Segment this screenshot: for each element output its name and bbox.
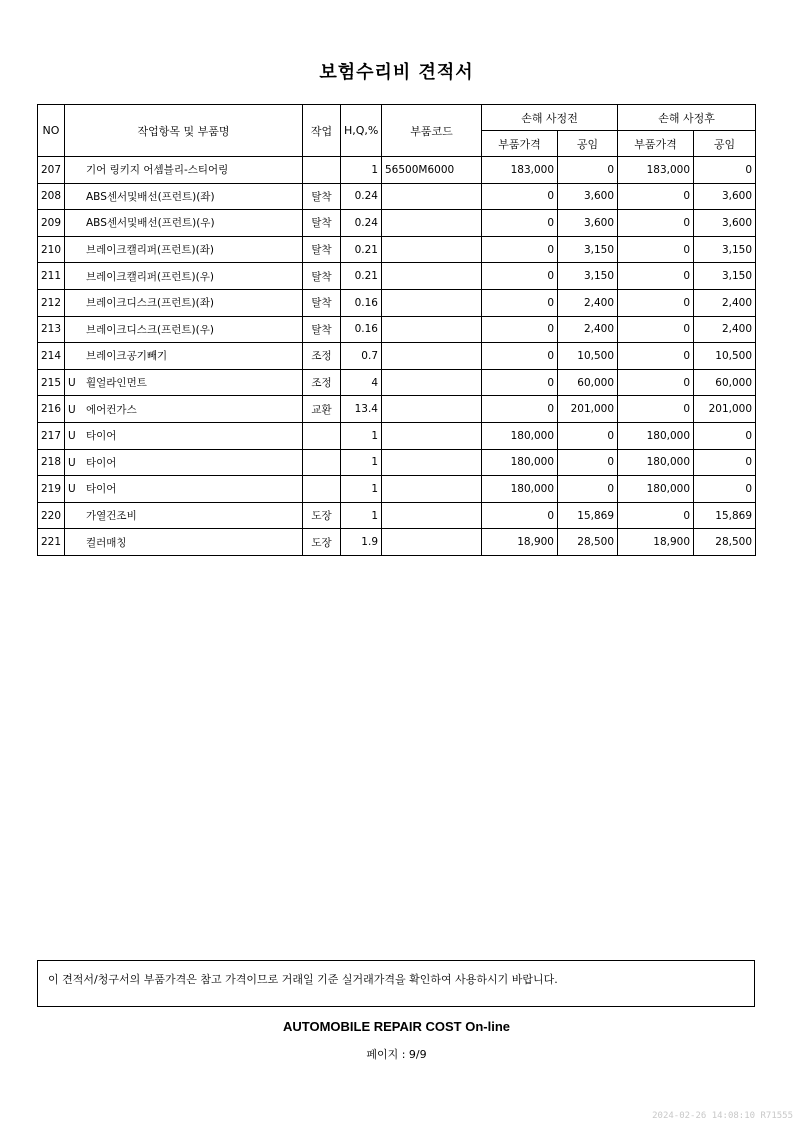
cell-after-part-price: 0: [618, 316, 694, 343]
cell-before-labor: 3,600: [558, 210, 618, 237]
header-before-assessment: 손해 사정전: [482, 105, 618, 131]
cell-work-type: [303, 157, 341, 184]
cell-no: 210: [38, 236, 65, 263]
cell-no: 209: [38, 210, 65, 237]
cell-work-type: 조정: [303, 343, 341, 370]
cell-before-part-price: 18,900: [482, 529, 558, 556]
cell-after-labor: 0: [694, 476, 756, 503]
cell-hq: 4: [341, 369, 382, 396]
cell-item-name: [65, 157, 303, 184]
cell-part-code: [382, 476, 482, 503]
cell-before-labor: 0: [558, 476, 618, 503]
cell-item-name: [65, 422, 303, 449]
cell-before-labor: 0: [558, 422, 618, 449]
cell-after-part-price: 180,000: [618, 476, 694, 503]
cell-item-label: 컬러매칭: [86, 536, 127, 549]
cell-before-part-price: 0: [482, 396, 558, 423]
cell-no: 213: [38, 316, 65, 343]
cell-after-labor: 0: [694, 422, 756, 449]
cell-after-labor: 3,150: [694, 236, 756, 263]
cell-before-part-price: 0: [482, 369, 558, 396]
cell-hq: 0.24: [341, 183, 382, 210]
cell-part-code: [382, 396, 482, 423]
table-row: [38, 476, 756, 503]
table-row: [38, 449, 756, 476]
cell-item-name: [65, 263, 303, 290]
cell-before-part-price: 180,000: [482, 422, 558, 449]
cell-part-code: [382, 369, 482, 396]
cell-part-code: 56500M6000: [382, 157, 482, 184]
cell-before-labor: 60,000: [558, 369, 618, 396]
cell-mark: U: [68, 377, 76, 390]
cell-item-label: ABS센서및배선(프런트)(우): [86, 217, 215, 230]
cell-before-part-price: 0: [482, 236, 558, 263]
cell-before-part-price: 0: [482, 183, 558, 210]
cell-mark: U: [68, 483, 76, 496]
cell-hq: 0.7: [341, 343, 382, 370]
table-row: [38, 210, 756, 237]
cell-hq: 1: [341, 449, 382, 476]
cell-before-part-price: 0: [482, 316, 558, 343]
cell-work-type: 탈착: [303, 289, 341, 316]
cell-no: 218: [38, 449, 65, 476]
cell-before-part-price: 183,000: [482, 157, 558, 184]
cell-work-type: 도장: [303, 529, 341, 556]
cell-no: 216: [38, 396, 65, 423]
cell-item-name: [65, 502, 303, 529]
cell-work-type: [303, 476, 341, 503]
cell-hq: 13.4: [341, 396, 382, 423]
cell-after-part-price: 0: [618, 369, 694, 396]
cell-after-part-price: 183,000: [618, 157, 694, 184]
cell-part-code: [382, 210, 482, 237]
cell-before-labor: 3,150: [558, 236, 618, 263]
table-row: [38, 396, 756, 423]
cell-after-labor: 15,869: [694, 502, 756, 529]
header-after-assessment: 손해 사정후: [618, 105, 756, 131]
cell-no: 217: [38, 422, 65, 449]
cell-item-name: [65, 396, 303, 423]
cell-item-label: 브레이크캘리퍼(프런트)(우): [86, 270, 214, 283]
cell-before-labor: 15,869: [558, 502, 618, 529]
cell-hq: 1.9: [341, 529, 382, 556]
cell-item-name: [65, 476, 303, 503]
cell-hq: 1: [341, 476, 382, 503]
cell-part-code: [382, 316, 482, 343]
cell-after-part-price: 0: [618, 236, 694, 263]
table-row: [38, 157, 756, 184]
cell-hq: 1: [341, 502, 382, 529]
cell-before-labor: 10,500: [558, 343, 618, 370]
cell-after-part-price: 180,000: [618, 422, 694, 449]
cell-before-labor: 0: [558, 157, 618, 184]
cell-after-part-price: 0: [618, 183, 694, 210]
cell-part-code: [382, 422, 482, 449]
cell-item-label: 타이어: [86, 456, 117, 469]
cell-after-part-price: 18,900: [618, 529, 694, 556]
header-hq: H,Q,%: [341, 105, 382, 157]
cell-hq: 0.21: [341, 263, 382, 290]
cell-hq: 0.24: [341, 210, 382, 237]
price-notice-box: [37, 960, 755, 1007]
cell-after-labor: 2,400: [694, 289, 756, 316]
cell-item-name: [65, 289, 303, 316]
cell-after-labor: 3,600: [694, 183, 756, 210]
table-row: [38, 529, 756, 556]
cell-item-label: 기어 링키지 어셈블리-스티어링: [86, 164, 229, 177]
cell-after-part-price: 0: [618, 396, 694, 423]
cell-part-code: [382, 183, 482, 210]
header-work: 작업: [303, 105, 341, 157]
cell-no: 208: [38, 183, 65, 210]
cell-item-label: 타이어: [86, 430, 117, 443]
cell-after-labor: 3,600: [694, 210, 756, 237]
cell-after-part-price: 0: [618, 343, 694, 370]
cell-after-labor: 60,000: [694, 369, 756, 396]
cell-before-part-price: 180,000: [482, 449, 558, 476]
cell-before-labor: 28,500: [558, 529, 618, 556]
cell-work-type: 탈착: [303, 183, 341, 210]
cell-part-code: [382, 343, 482, 370]
cell-before-part-price: 0: [482, 343, 558, 370]
cell-hq: 0.16: [341, 289, 382, 316]
cell-item-name: [65, 210, 303, 237]
cell-part-code: [382, 263, 482, 290]
cell-after-part-price: 0: [618, 289, 694, 316]
header-part-code: 부품코드: [382, 105, 482, 157]
cell-work-type: [303, 422, 341, 449]
table-row: [38, 289, 756, 316]
table-row: [38, 236, 756, 263]
cell-hq: 0.16: [341, 316, 382, 343]
document-title: 보험수리비 견적서: [319, 62, 474, 83]
cell-hq: 1: [341, 157, 382, 184]
cell-before-part-price: 0: [482, 263, 558, 290]
cell-work-type: 탈착: [303, 263, 341, 290]
cell-after-labor: 10,500: [694, 343, 756, 370]
cell-item-name: [65, 369, 303, 396]
cell-hq: 1: [341, 422, 382, 449]
cell-before-part-price: 0: [482, 502, 558, 529]
cell-after-part-price: 0: [618, 210, 694, 237]
header-after-part-price: 부품가격: [618, 131, 694, 157]
cell-item-name: [65, 183, 303, 210]
cell-item-label: ABS센서및배선(프런트)(좌): [86, 190, 215, 203]
cell-no: 207: [38, 157, 65, 184]
cell-item-name: [65, 316, 303, 343]
cell-after-labor: 2,400: [694, 316, 756, 343]
cell-item-label: 브레이크디스크(프런트)(우): [86, 323, 214, 336]
cell-after-part-price: 180,000: [618, 449, 694, 476]
cell-item-name: [65, 529, 303, 556]
cell-part-code: [382, 502, 482, 529]
cell-item-label: 브레이크캘리퍼(프런트)(좌): [86, 244, 214, 257]
cell-work-type: 탈착: [303, 316, 341, 343]
table-row: [38, 263, 756, 290]
cell-no: 221: [38, 529, 65, 556]
cell-mark: U: [68, 430, 76, 443]
cell-before-part-price: 0: [482, 210, 558, 237]
cell-item-name: [65, 343, 303, 370]
cell-no: 215: [38, 369, 65, 396]
cell-before-part-price: 180,000: [482, 476, 558, 503]
cell-item-label: 브레이크디스크(프런트)(좌): [86, 297, 214, 310]
cell-item-label: 타이어: [86, 483, 117, 496]
header-before-labor: 공임: [558, 131, 618, 157]
cell-before-labor: 0: [558, 449, 618, 476]
header-before-part-price: 부품가격: [482, 131, 558, 157]
cell-work-type: [303, 449, 341, 476]
cell-mark: U: [68, 403, 76, 416]
cell-after-part-price: 0: [618, 263, 694, 290]
cell-before-labor: 3,150: [558, 263, 618, 290]
cell-part-code: [382, 289, 482, 316]
cell-part-code: [382, 236, 482, 263]
cell-before-labor: 2,400: [558, 289, 618, 316]
cell-part-code: [382, 529, 482, 556]
cell-no: 220: [38, 502, 65, 529]
cell-item-name: [65, 449, 303, 476]
table-row: [38, 183, 756, 210]
table-row: [38, 369, 756, 396]
header-no: NO: [38, 105, 65, 157]
table-row: [38, 422, 756, 449]
cell-after-labor: 0: [694, 449, 756, 476]
estimate-rows: [38, 157, 756, 556]
table-row: [38, 316, 756, 343]
cell-no: 219: [38, 476, 65, 503]
cell-after-labor: 3,150: [694, 263, 756, 290]
cell-item-label: 에어컨가스: [86, 403, 137, 416]
cell-no: 212: [38, 289, 65, 316]
cell-item-label: 브레이크공기빼기: [86, 350, 168, 363]
cell-work-type: 탈착: [303, 236, 341, 263]
header-item: 작업항목 및 부품명: [65, 105, 303, 157]
cell-item-label: 가열건조비: [86, 510, 137, 523]
price-notice-text: 이 견적서/청구서의 부품가격은 참고 가격이므로 거래일 기준 실거래가격을 확인하여 사용하시기 바랍니다.: [48, 973, 558, 986]
estimate-table: [37, 104, 756, 556]
cell-after-labor: 201,000: [694, 396, 756, 423]
cell-work-type: 탈착: [303, 210, 341, 237]
brand-footer: AUTOMOBILE REPAIR COST On-line: [282, 1019, 511, 1034]
cell-before-part-price: 0: [482, 289, 558, 316]
cell-hq: 0.21: [341, 236, 382, 263]
page-number: 페이지 : 9/9: [366, 1048, 427, 1061]
cell-mark: U: [68, 456, 76, 469]
cell-work-type: 조정: [303, 369, 341, 396]
cell-item-name: [65, 236, 303, 263]
header-after-labor: 공임: [694, 131, 756, 157]
cell-after-part-price: 0: [618, 502, 694, 529]
cell-no: 214: [38, 343, 65, 370]
cell-after-labor: 28,500: [694, 529, 756, 556]
cell-before-labor: 3,600: [558, 183, 618, 210]
cell-item-label: 휠얼라인먼트: [86, 377, 147, 390]
cell-before-labor: 201,000: [558, 396, 618, 423]
cell-before-labor: 2,400: [558, 316, 618, 343]
table-row: [38, 502, 756, 529]
print-timestamp: 2024-02-26 14:08:10 R71555: [652, 1111, 793, 1121]
table-row: [38, 343, 756, 370]
cell-part-code: [382, 449, 482, 476]
cell-after-labor: 0: [694, 157, 756, 184]
cell-no: 211: [38, 263, 65, 290]
cell-work-type: 교환: [303, 396, 341, 423]
cell-work-type: 도장: [303, 502, 341, 529]
